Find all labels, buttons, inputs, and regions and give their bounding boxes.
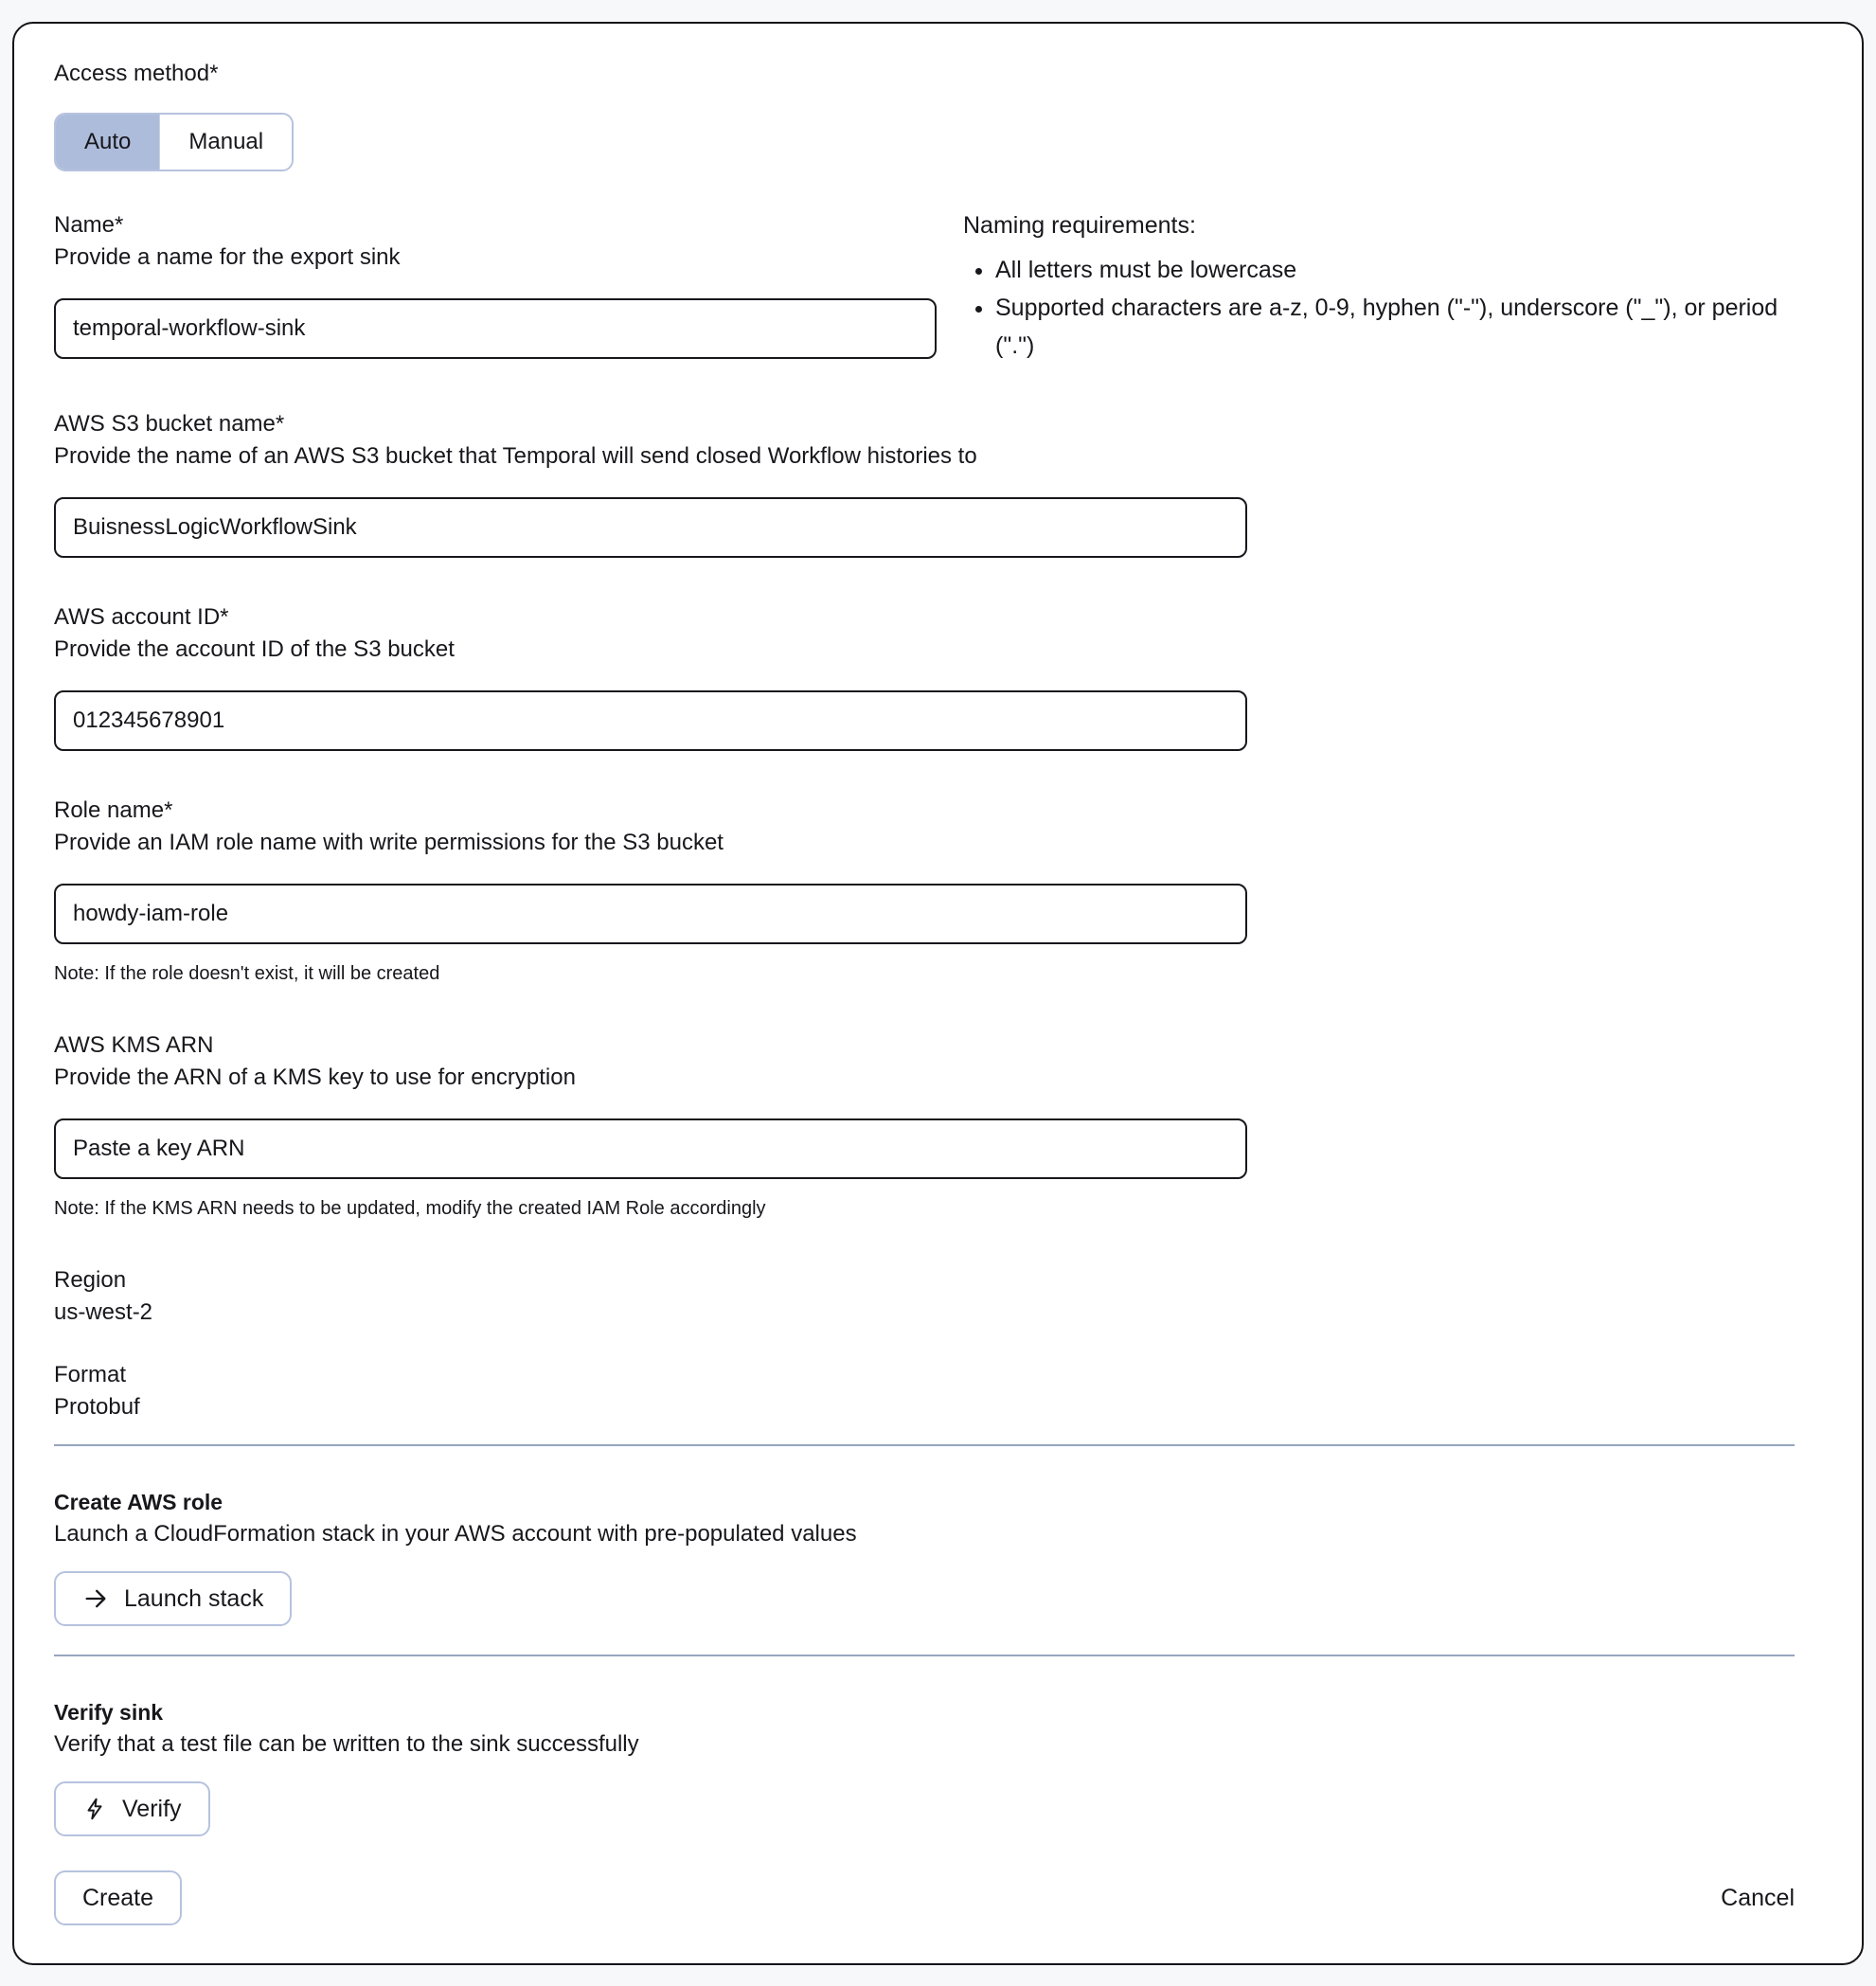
- access-method-manual-button[interactable]: [159, 115, 292, 170]
- naming-requirements-list: [963, 251, 1815, 365]
- launch-stack-button[interactable]: [54, 1571, 292, 1626]
- verify-sink-description: Verify that a test file can be written to the sink successfully: [54, 1731, 639, 1757]
- kms-arn-input[interactable]: [54, 1118, 1247, 1179]
- kms-arn-field: [54, 1029, 1822, 1221]
- role-name-field: [54, 795, 1822, 986]
- auto-option-label: Auto: [84, 129, 132, 154]
- account-id-field: [54, 601, 1822, 751]
- verify-sink-section: [54, 1696, 1822, 1836]
- section-divider: [54, 1444, 1795, 1446]
- create-button[interactable]: [54, 1870, 182, 1925]
- name-description: Provide a name for the export sink: [54, 244, 401, 270]
- arrow-right-icon: [82, 1585, 109, 1612]
- verify-sink-title: Verify sink: [54, 1700, 164, 1725]
- format-label: Format: [54, 1362, 127, 1387]
- naming-requirement-item: • All letters must be lowercase: [995, 251, 1815, 289]
- manual-option-label: Manual: [188, 129, 264, 154]
- role-name-description: Provide an IAM role name with write permissions for the S3 bucket: [54, 830, 724, 855]
- region-value: us-west-2: [54, 1299, 153, 1325]
- role-name-note: Note: If the role doesn't exist, it will be created: [54, 963, 440, 984]
- account-id-input[interactable]: [54, 690, 1247, 751]
- kms-arn-description: Provide the ARN of a KMS key to use for encryption: [54, 1065, 576, 1090]
- role-name-label: Role name*: [54, 797, 173, 823]
- name-label: Name*: [54, 212, 124, 238]
- create-aws-role-section: [54, 1486, 1822, 1626]
- region-label: Region: [54, 1267, 127, 1293]
- format-value: Protobuf: [54, 1394, 140, 1420]
- create-aws-role-description: Launch a CloudFormation stack in your AWS account with pre-populated values: [54, 1521, 857, 1547]
- cancel-label: Cancel: [1721, 1884, 1795, 1911]
- cancel-button[interactable]: [1721, 1885, 1795, 1912]
- lightning-bolt-icon: [82, 1797, 107, 1821]
- form-footer: [54, 1870, 1795, 1925]
- account-id-label: AWS account ID*: [54, 604, 229, 630]
- section-divider: [54, 1655, 1795, 1656]
- launch-stack-label: Launch stack: [124, 1584, 264, 1612]
- verify-label: Verify: [122, 1795, 182, 1822]
- create-label: Create: [82, 1884, 154, 1911]
- access-method-toggle: [54, 113, 294, 171]
- s3-bucket-input[interactable]: [54, 497, 1247, 558]
- verify-button[interactable]: [54, 1781, 210, 1836]
- role-name-input[interactable]: [54, 884, 1247, 944]
- access-method-auto-button[interactable]: [56, 115, 159, 170]
- naming-requirements-title: Naming requirements:: [963, 212, 1196, 239]
- kms-arn-note: Note: If the KMS ARN needs to be updated, modify the created IAM Role accordingly: [54, 1198, 766, 1219]
- kms-arn-label: AWS KMS ARN: [54, 1032, 214, 1058]
- create-aws-role-title: Create AWS role: [54, 1490, 223, 1514]
- s3-bucket-label: AWS S3 bucket name*: [54, 411, 285, 437]
- naming-requirements: [963, 209, 1815, 365]
- format-field: [54, 1359, 1822, 1423]
- name-field: [54, 209, 963, 359]
- account-id-description: Provide the account ID of the S3 bucket: [54, 636, 455, 662]
- export-sink-form: [12, 22, 1864, 1965]
- s3-bucket-field: [54, 408, 1822, 558]
- s3-bucket-description: Provide the name of an AWS S3 bucket that Temporal will send closed Workflow histories to: [54, 443, 977, 469]
- access-method-label: Access method*: [54, 61, 219, 86]
- naming-requirement-item: • Supported characters are a-z, 0-9, hyphen ("-"), underscore ("_"), or period ("."): [995, 289, 1815, 365]
- region-field: [54, 1264, 1822, 1329]
- name-input[interactable]: [54, 298, 937, 359]
- name-and-requirements-row: [54, 209, 1822, 365]
